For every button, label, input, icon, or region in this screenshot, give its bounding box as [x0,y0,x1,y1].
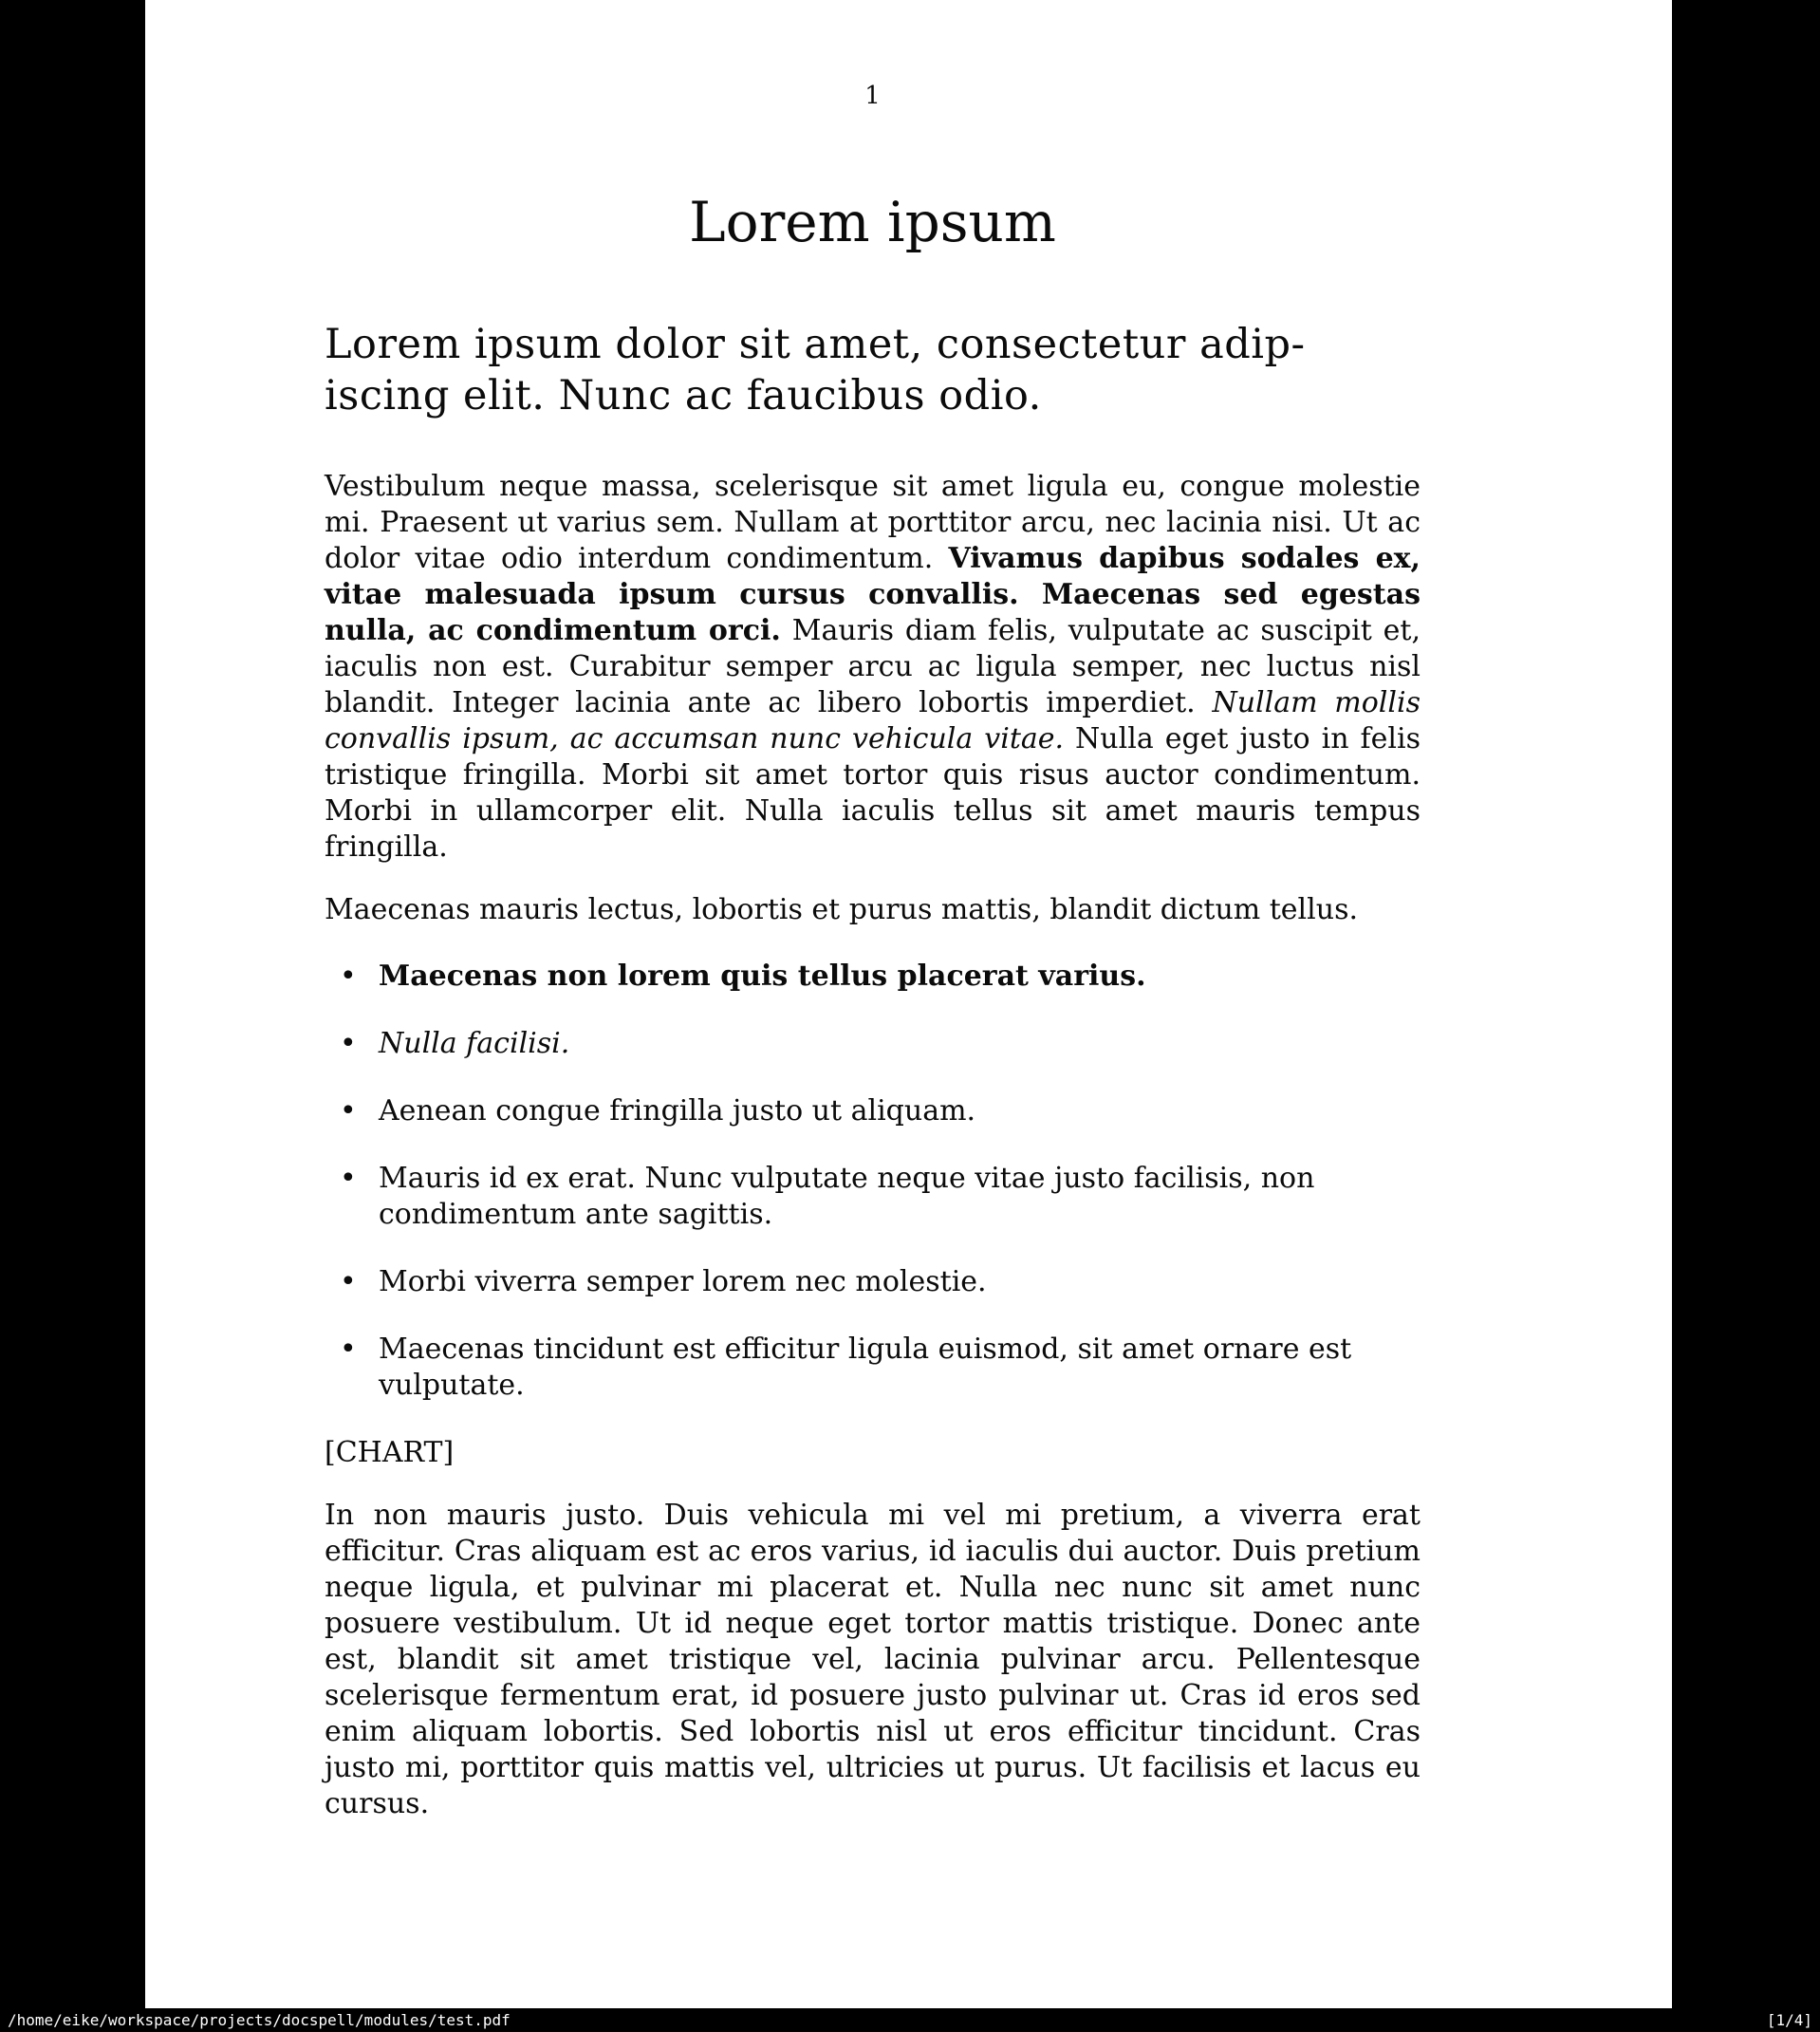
statusbar-file-path: /home/eike/workspace/projects/docspell/modules/test.pdf [8,2011,511,2029]
list-item-text: Maecenas tincidunt est efficitur ligula euismod, sit amet ornare est vulputate. [379,1333,1352,1402]
text-run: Vestibulum neque massa, scelerisque sit amet ligula eu, congue molestie mi. Praesent ut varius sem. Nullam at porttitor arcu, nec lacinia nisi. Ut ac dolor vitae odio interdum condimentum. [325,470,1421,575]
list-item-text: Aenean congue fringilla justo ut aliquam. [379,1094,976,1128]
statusbar [0,2008,1820,2032]
paragraph: In non mauris justo. Duis vehicula mi vel mi pretium, a viverra erat efficitur. Cras aliquam est ac eros varius, id iaculis dui auctor. Duis pretium neque ligula, et pulvinar mi placerat et. Nulla nec nunc sit amet nunc posuere vestibulum. Ut id neque eget tortor mattis tristique. Donec ante est, blandit sit amet tristique vel, lacinia pulvinar arcu. Pellentesque scelerisque fermentum erat, id posuere justo pulvinar ut. Cras id eros sed enim aliquam lobortis. Sed lobortis nisl ut eros efficitur tincidunt. Cras justo mi, porttitor quis mattis vel, ultricies ut purus. Ut facilisis et lacus eu cursus. [325,1499,1421,1820]
list-item-text: Morbi viverra semper lorem nec molestie. [379,1265,987,1298]
statusbar-page-indicator: [1/4] [1766,2011,1812,2029]
italic-text-run: Nullam mollis convallis ipsum, ac accumsan nunc vehicula vitae. [325,686,1421,755]
text-run: Nulla eget justo in felis tristique fringilla. Morbi sit amet tortor quis risus auctor condimentum. Morbi in ullamcorper elit. Nulla iaculis tellus sit amet mauris tempus fringilla. [325,722,1421,864]
paragraph [325,469,1421,866]
bullet-list [325,959,1421,1404]
list-item-text: Maecenas non lorem quis tellus placerat varius. [379,960,1146,993]
list-item [325,1161,1421,1233]
list-item [325,1332,1421,1404]
bullet-icon: • [340,1162,357,1195]
section-heading-line1: Lorem ipsum dolor sit amet, consectetur adip- [325,321,1306,368]
bullet-icon: • [340,1265,357,1298]
paragraph: Maecenas mauris lectus, lobortis et purus mattis, blandit dictum tellus. [325,893,1358,926]
list-item-text: Mauris id ex erat. Nunc vulputate neque vitae justo facilisis, non condimentum ante sagittis. [379,1162,1315,1231]
bullet-icon: • [340,1094,357,1128]
document-title: Lorem ipsum [689,190,1056,254]
list-item-text: Nulla facilisi. [379,1027,570,1060]
list-item [325,1026,1421,1062]
text-run: Mauris diam felis, vulputate ac suscipit et, iaculis non est. Curabitur semper arcu ac ligula semper, nec luctus nisl blandit. Integer lacinia ante ac libero lobortis imperdiet. [325,614,1421,719]
bullet-icon: • [340,1027,357,1060]
list-item [325,959,1421,995]
document-page [325,0,1421,1822]
list-item [325,1264,1421,1300]
list-item [325,1093,1421,1129]
section-heading-line2: iscing elit. Nunc ac faucibus odio. [325,372,1042,419]
bullet-icon: • [340,960,357,993]
bold-text-run: Vivamus dapibus sodales ex, vitae malesuada ipsum cursus convallis. Maecenas sed egestas nulla, ac condimentum orci. [325,542,1421,647]
page-number: 1 [864,82,881,110]
section-heading [325,319,1421,421]
bullet-icon: • [340,1333,357,1366]
chart-placeholder: [CHART] [325,1436,455,1469]
viewer-canvas[interactable] [145,0,1672,2008]
